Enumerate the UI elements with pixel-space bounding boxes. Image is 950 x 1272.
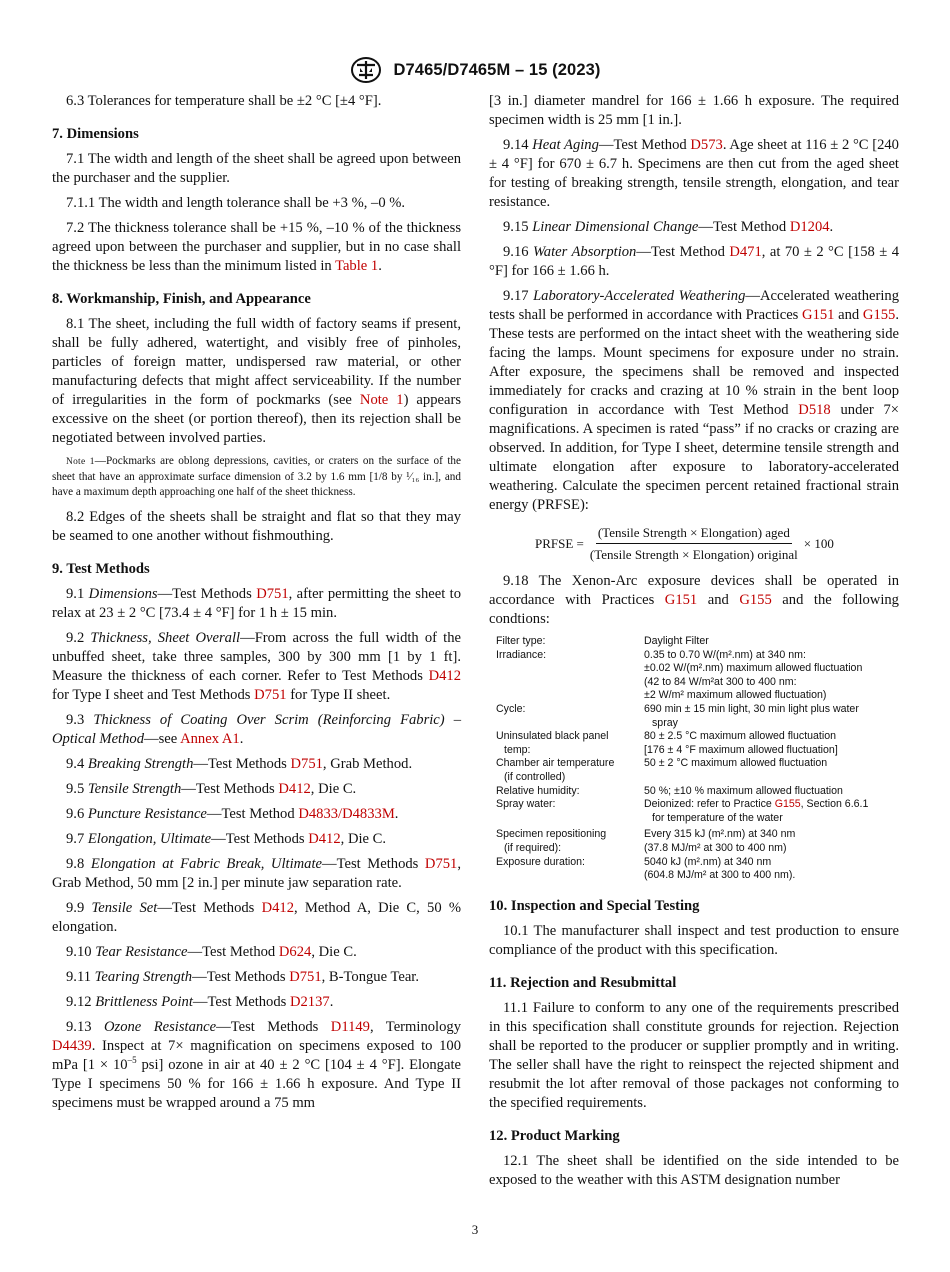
page-number: 3 xyxy=(471,1222,479,1237)
formula-numerator: (Tensile Strength × Elongation) aged xyxy=(596,523,792,544)
formula-denominator: (Tensile Strength × Elongation) original xyxy=(589,547,798,562)
paragraph-9-8: 9.8 Elongation at Fabric Break, Ultimate—Test Methods D751, Grab Method, 50 mm [2 in.] per minute jaw separation rate. xyxy=(52,856,462,891)
section-11-heading: 11. Rejection and Resubmittal xyxy=(489,974,677,991)
paragraph-9-15: 9.15 Linear Dimensional Change—Test Method D1204. xyxy=(503,219,834,235)
d4833-link[interactable]: D4833/D4833M xyxy=(298,806,395,822)
d573-link[interactable]: D573 xyxy=(690,137,723,153)
paragraph-9-13-continued: [3 in.] diameter mandrel for 166 ± 1.66 h exposure. The required specimen width is 25 mm [1 in.]. xyxy=(489,93,899,128)
paragraph-9-16: 9.16 Water Absorption—Test Method D471, at 70 ± 2 °C [158 ± 4 °F] for 166 ± 1.66 h. xyxy=(489,244,899,279)
table-row: Spray water: Deionized: refer to Practice G155, Section 6.6.1 for temperature of the water xyxy=(496,798,869,824)
paragraph-9-18: 9.18 The Xenon-Arc exposure devices shall be operated in accordance with Practices G151 and G155 and the following condtions: xyxy=(489,573,899,627)
section-8-heading: 8. Workmanship, Finish, and Appearance xyxy=(52,291,311,307)
paragraph-9-7: 9.7 Elongation, Ultimate—Test Methods D412, Die C. xyxy=(66,831,387,847)
d2137-link[interactable]: D2137 xyxy=(289,994,330,1010)
table-row: Filter type: Daylight Filter xyxy=(496,635,709,647)
formula-rhs: × 100 xyxy=(803,536,834,551)
paragraph-7-2: 7.2 The thickness tolerance shall be +15 %, –10 % of the thickness agreed upon between the purchaser and supplier, but in no case shall the thickness be less than the minimum listed in Table 1. xyxy=(52,220,461,274)
annex-a1-link[interactable]: Annex A1 xyxy=(180,731,240,747)
paragraph-9-9: 9.9 Tensile Set—Test Methods D412, Method A, Die C, 50 % elongation. xyxy=(52,900,461,935)
d751-link[interactable]: D751 xyxy=(256,586,289,602)
paragraph-11-1: 11.1 Failure to conform to any one of the requirements prescribed in this specification shall constitute grounds for rejection. Rejection shall be reported to the producer or supplier promptly and in writing. The seller shall have the right to reinspect the rejected shipment and resubmit the lot after removal of those packages not conforming to the specified requirements. xyxy=(489,999,899,1111)
page-header xyxy=(0,56,950,86)
d471-link[interactable]: D471 xyxy=(729,244,762,260)
paragraph-9-4: 9.4 Breaking Strength—Test Methods D751, Grab Method. xyxy=(66,756,413,772)
table-row: Irradiance: 0.35 to 0.70 W/(m².nm) at 340 nm: ±0.02 W/(m².nm) maximum allowed fluctuation (42 to 84 W/m²at 300 to 400 nm: ±2 W/m² maximum allowed fluctuation) xyxy=(496,648,863,702)
d624-link[interactable]: D624 xyxy=(278,944,312,960)
paragraph-9-11: 9.11 Tearing Strength—Test Methods D751, B-Tongue Tear. xyxy=(66,969,420,985)
d518-link[interactable]: D518 xyxy=(798,402,831,418)
d751-link[interactable]: D751 xyxy=(289,969,322,985)
g151-link[interactable]: G151 xyxy=(802,307,835,323)
d412-link[interactable]: D412 xyxy=(261,900,295,916)
section-10-heading: 10. Inspection and Special Testing xyxy=(489,897,700,914)
xenon-arc-conditions-table xyxy=(496,635,868,883)
paragraph-9-2: 9.2 Thickness, Sheet Overall—From across the full width of the unbuffed sheet, take three samples, 300 by 300 mm [1 by 1 ft]. Measure the thickness of each corner. Refer to Test Methods D412 for Type I sheet and Test Methods D751 for Type II sheet. xyxy=(52,630,462,703)
paragraph-9-5: 9.5 Tensile Strength—Test Methods D412, Die C. xyxy=(66,781,357,797)
d412-link[interactable]: D412 xyxy=(308,831,341,847)
document-designation: D7465/D7465M – 15 (2023) xyxy=(393,60,601,79)
section-7-heading: 7. Dimensions xyxy=(52,126,139,142)
paragraph-8-2: 8.2 Edges of the sheets shall be straight and flat so that they may be seamed to one another without fishmouthing. xyxy=(52,509,461,544)
d4439-link[interactable]: D4439 xyxy=(52,1038,92,1054)
table-row: Cycle: 690 min ± 15 min light, 30 min light plus water spray xyxy=(496,702,859,729)
right-column xyxy=(489,92,899,1196)
d751-link[interactable]: D751 xyxy=(254,687,287,703)
table-row: Exposure duration: 5040 kJ (m².nm) at 340 nm (604.8 MJ/m² at 300 to 400 nm). xyxy=(496,855,796,882)
paragraph-7-1-1: 7.1.1 The width and length tolerance shall be +3 %, –0 %. xyxy=(66,195,406,211)
d751-link[interactable]: D751 xyxy=(290,756,323,772)
paragraph-10-1: 10.1 The manufacturer shall inspect and test production to ensure compliance of the product with this specification. xyxy=(489,922,899,958)
paragraph-9-6: 9.6 Puncture Resistance—Test Method D4833/D4833M. xyxy=(66,806,399,822)
paragraph-9-3: 9.3 Thickness of Coating Over Scrim (Reinforcing Fabric) – Optical Method—see Annex A1. xyxy=(52,712,462,747)
note-1: Note 1—Pockmarks are oblong depressions, cavities, or craters on the surface of the sheet that have an approximate surface dimension of 3.2 by 1.6 mm [1/8 by ¹⁄₁₆ in.], and have a maximum depth approaching one half of the sheet thickness. xyxy=(52,455,461,498)
d412-link[interactable]: D412 xyxy=(278,781,311,797)
d1149-link[interactable]: D1149 xyxy=(330,1019,370,1035)
paragraph-9-17: 9.17 Laboratory-Accelerated Weathering—Accelerated weathering tests shall be performed in accordance with Practices G151 and G155. These tests are performed on the intact sheet with the weathering side facing the lamps. Mount specimens for exposure under no strain. After exposure, the specimens shall be removed and inspected immediately for cracks and crazing at 10 % strain in the bent loop configuration in accordance with Test Method D518 under 7× magnifications. A specimen is rated “pass” if no cracks or crazing are observed. In addition, for Type I sheet, determine tensile strength and ultimate elongation after exposure to laboratory-accelerated weathering. Calculate the specimen percent retained fractional strain energy (PRFSE): xyxy=(489,288,899,513)
paragraph-12-1: 12.1 The sheet shall be identified on the side intended to be exposed to the weather with this ASTM designation number xyxy=(489,1152,899,1188)
paragraph-8-1: 8.1 The sheet, including the full width of factory seams if present, shall be fully adhered, watertight, and visibly free of pinholes, particles of foreign matter, undispersed raw material, or other manufacturing defects that might affect serviceability. If the number of irregularities in the form of pockmarks (see Note 1) appears excessive on the sheet (or portion thereof), then its rejection shall be negotiated between involved parties. xyxy=(52,316,461,446)
formula-lhs: PRFSE = xyxy=(535,536,584,551)
prfse-formula xyxy=(535,523,899,564)
paragraph-9-1: 9.1 Dimensions—Test Methods D751, after permitting the sheet to relax at 23 ± 2 °C [73.4 ± 4 °F] for 1 h ± 15 min. xyxy=(52,586,462,621)
paragraph-9-10: 9.10 Tear Resistance—Test Method D624, Die C. xyxy=(66,944,357,960)
table-row: Uninsulated black panel temp: 80 ± 2.5 °C maximum allowed fluctuation [176 ± 4 °F maximum allowed fluctuation] xyxy=(496,730,838,756)
section-12-heading: 12. Product Marking xyxy=(489,1127,620,1144)
paragraph-9-12: 9.12 Brittleness Point—Test Methods D2137. xyxy=(66,994,334,1010)
g155-link[interactable]: G155 xyxy=(739,592,772,608)
g151-link[interactable]: G151 xyxy=(664,592,698,608)
paragraph-9-13: 9.13 Ozone Resistance—Test Methods D1149, Terminology D4439. Inspect at 7× magnification on specimens exposed to 100 mPa [$1 \times 10^{-5}$ psi] ozone in air at 40 ± 2 °C [104 ± 4 °F]. Elongate Type I specimens 50 % for 166 ± 1.66 h exposure. And Type II specimens must be wrapped around a 75 mm xyxy=(52,1019,461,1111)
paragraph-6-3: 6.3 Tolerances for temperature shall be ±2 °C [±4 °F]. xyxy=(66,93,382,109)
g155-link[interactable]: G155 xyxy=(862,307,896,323)
table-row: Chamber air temperature (if controlled) 50 ± 2 °C maximum allowed fluctuation xyxy=(496,757,828,783)
section-9-heading: 9. Test Methods xyxy=(52,561,150,577)
paragraph-9-14: 9.14 Heat Aging—Test Method D573. Age sheet at 116 ± 2 °C [240 ± 4 °F] for 670 ± 6.7 h. Specimens are then cut from the aged sheet for testing of breaking strength, tensile strength, elongation, and tear resistance. xyxy=(489,137,899,210)
d1204-link[interactable]: D1204 xyxy=(789,219,830,235)
table-1-link[interactable]: Table 1 xyxy=(335,258,379,274)
table-row: Relative humidity: 50 %; ±10 % maximum allowed fluctuation xyxy=(496,784,843,797)
note-1-link[interactable]: Note 1 xyxy=(359,392,404,408)
paragraph-7-1: 7.1 The width and length of the sheet shall be agreed upon between the purchaser and the supplier. xyxy=(52,151,461,186)
astm-logo-icon xyxy=(350,56,382,84)
left-column xyxy=(52,92,461,1119)
d751-link[interactable]: D751 xyxy=(424,856,458,872)
table-row: Specimen repositioning (if required): Every 315 kJ (m².nm) at 340 nm (37.8 MJ/m² at 300 to 400 nm) xyxy=(496,828,796,854)
d412-link[interactable]: D412 xyxy=(428,668,461,684)
g155-link[interactable]: G155 xyxy=(774,798,801,811)
